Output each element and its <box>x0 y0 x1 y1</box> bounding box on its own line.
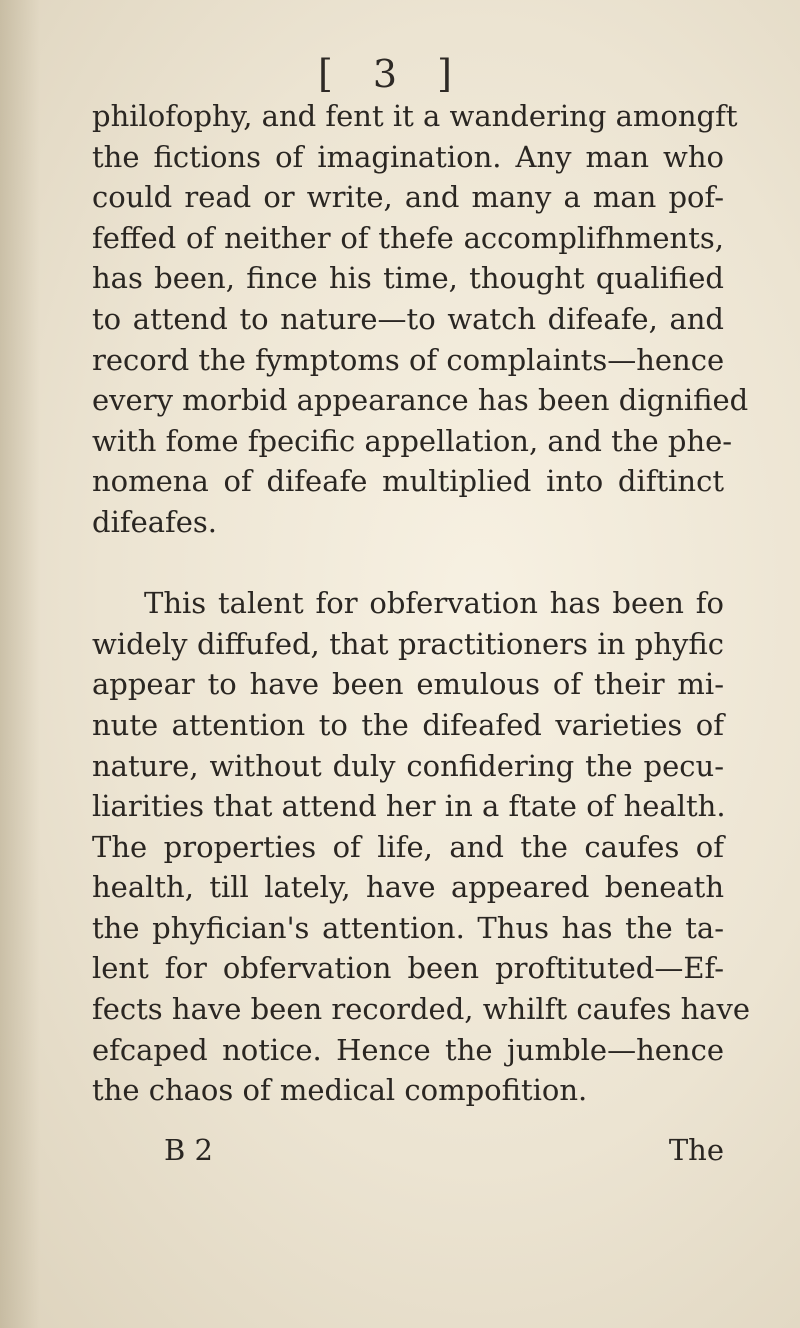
text-line: widely diffufed, that practitioners in phyfic <box>92 626 724 661</box>
text-line: appear to have been emulous of their mi- <box>92 667 724 702</box>
text-line: nature, without duly confidering the pecu- <box>92 748 724 783</box>
page-number: [ 3 ] <box>318 52 466 96</box>
text-line: difeafes. <box>92 504 218 539</box>
catchword: The <box>668 1133 724 1167</box>
paragraph-gap <box>92 543 724 584</box>
text-line: could read or write, and many a man pof- <box>92 180 724 215</box>
text-line: feffed of neither of thefe accomplifhments, <box>92 220 724 255</box>
page-footer <box>92 1130 724 1170</box>
text-line: the phyfician's attention. Thus has the ta- <box>92 910 724 945</box>
text-line: fects have been recorded, whilft caufes have <box>92 992 751 1027</box>
signature-mark: B 2 <box>164 1133 213 1167</box>
text-line: liarities that attend her in a ftate of health. <box>92 789 726 824</box>
text-line: to attend to nature—to watch difeafe, and <box>92 301 724 336</box>
text-line: This talent for obfervation has been fo <box>144 586 724 621</box>
text-line: the fictions of imagination. Any man who <box>92 139 724 174</box>
text-line: nute attention to the difeafed varieties of <box>92 707 724 742</box>
paragraph-2 <box>92 583 751 1111</box>
paragraph-1 <box>92 96 749 543</box>
text-line: The properties of life, and the caufes of <box>92 829 724 864</box>
text-line: with fome fpecific appellation, and the phe- <box>92 423 733 458</box>
text-line: lent for obfervation been proftituted—Ef- <box>92 951 724 986</box>
text-line: every morbid appearance has been dignified <box>92 383 749 418</box>
body-text <box>92 96 751 1111</box>
text-line: health, till lately, have appeared beneath <box>92 870 724 905</box>
text-line: philofophy, and fent it a wandering amongft <box>92 99 738 133</box>
text-line: the chaos of medical compofition. <box>92 1073 588 1108</box>
text-line: nomena of difeafe multiplied into diftinct <box>92 464 724 499</box>
text-line: has been, fince his time, thought qualified <box>92 261 724 296</box>
text-line: efcaped notice. Hence the jumble—hence <box>92 1032 724 1067</box>
text-line: record the fymptoms of complaints—hence <box>92 342 725 377</box>
